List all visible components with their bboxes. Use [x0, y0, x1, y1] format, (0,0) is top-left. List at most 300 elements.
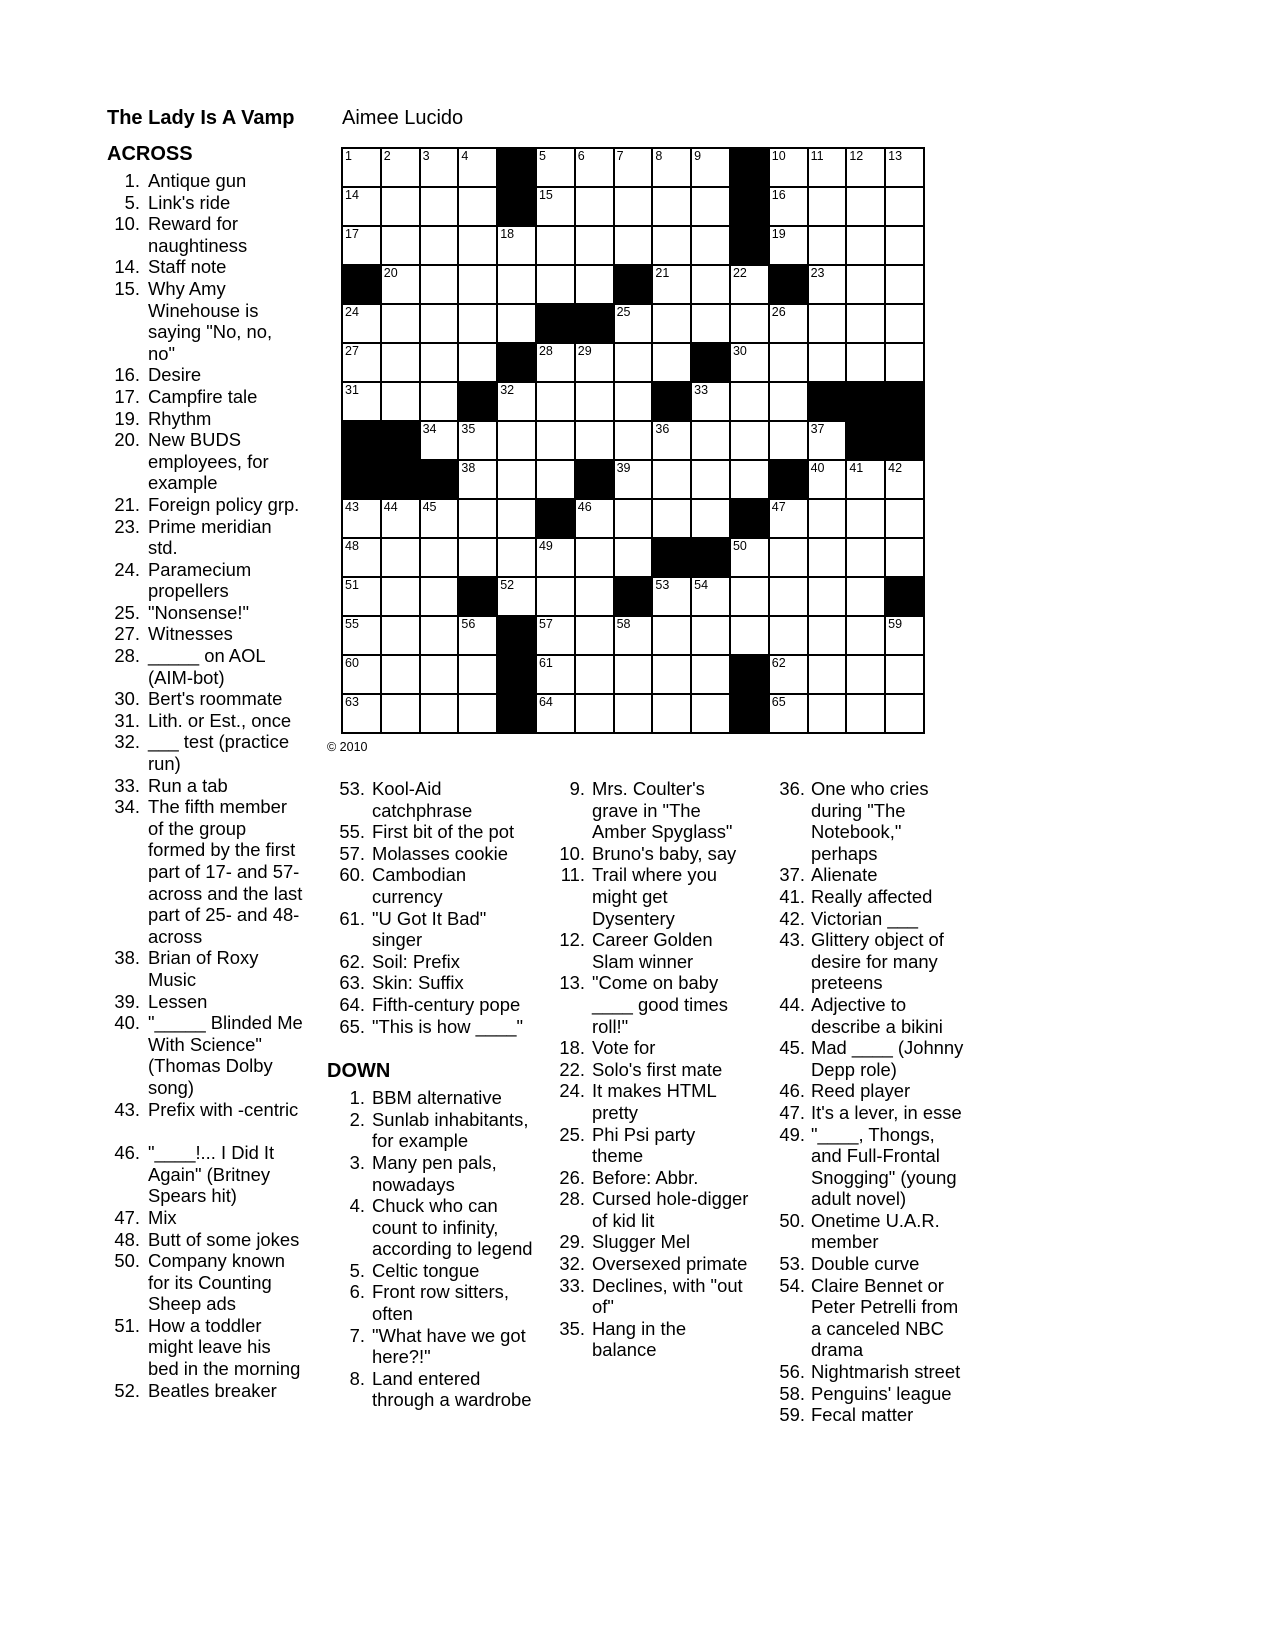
cell-number: 33	[694, 383, 709, 397]
clue-item	[770, 778, 968, 864]
grid-cell[interactable]	[382, 617, 419, 654]
grid-cell[interactable]	[343, 578, 380, 615]
grid-cell[interactable]	[421, 617, 458, 654]
grid-cell[interactable]	[770, 656, 807, 693]
grid-cell[interactable]	[809, 266, 846, 303]
grid-cell[interactable]	[809, 617, 846, 654]
grid-cell[interactable]	[847, 149, 884, 186]
clue-item	[555, 1167, 750, 1189]
grid-cell[interactable]	[809, 227, 846, 264]
grid-cell-black	[421, 461, 458, 498]
grid-cell[interactable]	[537, 422, 574, 459]
clue-number: 11.	[560, 864, 585, 886]
grid-cell[interactable]	[770, 578, 807, 615]
grid-cell[interactable]	[653, 461, 690, 498]
grid-cell[interactable]	[459, 695, 496, 732]
grid-cell[interactable]	[421, 266, 458, 303]
clue-number: 27.	[114, 623, 140, 645]
clue-item	[107, 775, 304, 797]
clue-number: 65.	[339, 1015, 365, 1037]
grid-cell[interactable]	[382, 227, 419, 264]
grid-cell[interactable]	[886, 461, 923, 498]
grid-cell[interactable]	[421, 500, 458, 537]
clue-number: 6.	[349, 1281, 365, 1303]
cell-number: 64	[538, 695, 553, 709]
grid-cell[interactable]	[537, 461, 574, 498]
grid-cell[interactable]	[498, 227, 535, 264]
clue-text: Claire Bennet or Peter Petrelli from a canceled NBC drama	[811, 1274, 959, 1361]
clue-number: 33.	[114, 774, 140, 796]
clue-number: 32.	[559, 1253, 585, 1275]
clue-number: 62.	[339, 950, 365, 972]
clue-item	[555, 929, 750, 972]
grid-cell-black	[692, 539, 729, 576]
grid-cell[interactable]	[537, 656, 574, 693]
grid-cell[interactable]	[615, 188, 652, 225]
grid-cell[interactable]	[576, 266, 613, 303]
grid-cell-black	[886, 383, 923, 420]
clue-text: Phi Psi party theme	[592, 1123, 696, 1167]
grid-cell[interactable]	[886, 617, 923, 654]
grid-cell[interactable]	[498, 383, 535, 420]
grid-cell[interactable]	[809, 305, 846, 342]
grid-cell[interactable]	[498, 305, 535, 342]
cell-number: 40	[810, 461, 825, 475]
grid-cell-black	[498, 344, 535, 381]
clue-item	[555, 1124, 750, 1167]
clue-number: 57.	[339, 842, 365, 864]
grid-cell[interactable]	[459, 422, 496, 459]
grid-cell[interactable]	[576, 422, 613, 459]
grid-cell[interactable]	[770, 149, 807, 186]
grid-cell[interactable]	[886, 305, 923, 342]
clue-number: 61.	[339, 907, 365, 929]
clue-text: BBM alternative	[372, 1087, 502, 1109]
grid-cell[interactable]	[343, 383, 380, 420]
clue-item	[327, 994, 537, 1016]
grid-cell[interactable]	[692, 578, 729, 615]
grid-cell[interactable]	[498, 266, 535, 303]
clue-number: 23.	[114, 515, 140, 537]
grid-cell[interactable]	[731, 539, 768, 576]
grid-cell[interactable]	[537, 617, 574, 654]
clue-item	[770, 908, 968, 930]
grid-cell[interactable]	[537, 188, 574, 225]
grid-cell[interactable]	[537, 227, 574, 264]
clue-item	[770, 1361, 968, 1383]
grid-cell[interactable]	[692, 305, 729, 342]
grid-cell[interactable]	[615, 461, 652, 498]
grid-cell[interactable]	[653, 149, 690, 186]
grid-cell[interactable]	[421, 149, 458, 186]
grid-cell[interactable]	[576, 344, 613, 381]
clue-text: "What have we got here?!"	[372, 1324, 526, 1368]
grid-cell[interactable]	[809, 149, 846, 186]
clue-number: 30.	[114, 688, 140, 710]
grid-cell[interactable]	[421, 422, 458, 459]
grid-cell[interactable]	[498, 461, 535, 498]
clue-text: Victorian ___	[811, 907, 919, 929]
clue-item	[327, 778, 537, 821]
grid-cell[interactable]	[498, 539, 535, 576]
grid-cell[interactable]	[692, 149, 729, 186]
grid-cell[interactable]	[653, 578, 690, 615]
grid-cell[interactable]	[615, 695, 652, 732]
grid-cell[interactable]	[731, 617, 768, 654]
grid-cell[interactable]	[653, 344, 690, 381]
grid-cell[interactable]	[615, 617, 652, 654]
cell-number: 37	[810, 422, 825, 436]
grid-cell[interactable]	[421, 305, 458, 342]
clue-number: 18.	[559, 1037, 585, 1059]
grid-cell[interactable]	[731, 266, 768, 303]
grid-cell[interactable]	[459, 656, 496, 693]
grid-cell[interactable]	[459, 188, 496, 225]
clue-column-3	[555, 778, 750, 1361]
grid-cell[interactable]	[537, 266, 574, 303]
grid-cell[interactable]	[576, 539, 613, 576]
grid-cell-black	[343, 266, 380, 303]
grid-cell[interactable]	[343, 305, 380, 342]
grid-cell[interactable]	[886, 266, 923, 303]
clue-item	[770, 1275, 968, 1361]
grid-cell[interactable]	[770, 422, 807, 459]
grid-cell[interactable]	[537, 539, 574, 576]
grid-cell[interactable]	[653, 617, 690, 654]
clue-item	[327, 1281, 537, 1324]
grid-cell[interactable]	[576, 383, 613, 420]
clue-number: 47.	[779, 1101, 805, 1123]
grid-cell[interactable]	[459, 305, 496, 342]
grid-cell[interactable]	[847, 188, 884, 225]
grid-cell[interactable]	[653, 305, 690, 342]
grid-cell[interactable]	[537, 149, 574, 186]
grid-cell[interactable]	[343, 227, 380, 264]
clue-number: 12.	[559, 929, 585, 951]
grid-cell[interactable]	[692, 617, 729, 654]
grid-cell[interactable]	[576, 695, 613, 732]
puzzle-title: The Lady Is A Vamp	[107, 107, 295, 129]
crossword-grid	[341, 147, 925, 734]
clue-text: Bert's roommate	[148, 688, 283, 710]
grid-cell[interactable]	[615, 227, 652, 264]
grid-cell[interactable]	[382, 188, 419, 225]
grid-cell[interactable]	[770, 305, 807, 342]
grid-cell[interactable]	[731, 422, 768, 459]
grid-cell[interactable]	[770, 188, 807, 225]
grid-cell[interactable]	[886, 227, 923, 264]
grid-cell[interactable]	[847, 617, 884, 654]
grid-cell[interactable]	[886, 656, 923, 693]
grid-cell-black	[809, 383, 846, 420]
grid-cell[interactable]	[382, 305, 419, 342]
grid-cell[interactable]	[343, 344, 380, 381]
grid-cell[interactable]	[459, 500, 496, 537]
grid-cell[interactable]	[615, 539, 652, 576]
grid-cell[interactable]	[615, 344, 652, 381]
cell-number: 62	[771, 656, 786, 670]
grid-cell[interactable]	[692, 227, 729, 264]
grid-cell[interactable]	[382, 695, 419, 732]
grid-cell[interactable]	[537, 695, 574, 732]
grid-cell[interactable]	[343, 656, 380, 693]
grid-cell[interactable]	[809, 539, 846, 576]
grid-cell[interactable]	[498, 578, 535, 615]
grid-cell[interactable]	[770, 227, 807, 264]
grid-cell[interactable]	[653, 500, 690, 537]
clue-text: _____ on AOL (AIM-bot)	[148, 645, 265, 688]
clue-text: "____, Thongs, and Full-Frontal Snogging" (young adult novel)	[811, 1123, 957, 1210]
clue-text: Chuck who can count to infinity, according to legend	[372, 1195, 533, 1260]
clue-column-4	[770, 778, 968, 1426]
clue-text: The fifth member of the group formed by the first part of 17- and 57-across and the last part of 25- and 48-across	[148, 796, 303, 947]
grid-cell[interactable]	[731, 305, 768, 342]
clue-text: Prefix with -centric	[148, 1098, 299, 1120]
grid-cell[interactable]	[459, 227, 496, 264]
grid-cell[interactable]	[847, 656, 884, 693]
cell-number: 44	[383, 500, 398, 514]
clue-text: Lessen	[148, 990, 208, 1012]
grid-cell[interactable]	[809, 422, 846, 459]
grid-cell[interactable]	[847, 227, 884, 264]
grid-cell[interactable]	[576, 188, 613, 225]
grid-cell[interactable]	[731, 578, 768, 615]
clue-number: 25.	[559, 1123, 585, 1145]
grid-cell-black	[770, 266, 807, 303]
clue-item	[107, 623, 304, 645]
clue-number: 59.	[779, 1404, 805, 1426]
grid-cell[interactable]	[847, 500, 884, 537]
grid-cell[interactable]	[886, 344, 923, 381]
cell-number: 25	[616, 305, 631, 319]
grid-cell[interactable]	[576, 617, 613, 654]
cell-number: 43	[345, 500, 359, 514]
clue-item	[770, 994, 968, 1037]
grid-cell[interactable]	[615, 656, 652, 693]
grid-cell[interactable]	[382, 383, 419, 420]
clue-number: 40.	[114, 1012, 140, 1034]
grid-cell[interactable]	[498, 422, 535, 459]
grid-cell[interactable]	[692, 383, 729, 420]
grid-cell[interactable]	[809, 461, 846, 498]
grid-cell[interactable]	[576, 500, 613, 537]
grid-cell[interactable]	[382, 266, 419, 303]
grid-cell-black	[692, 344, 729, 381]
grid-cell[interactable]	[343, 188, 380, 225]
grid-cell[interactable]	[382, 149, 419, 186]
grid-cell[interactable]	[343, 617, 380, 654]
cell-number: 20	[383, 266, 398, 280]
cell-number: 53	[655, 578, 670, 592]
grid-cell[interactable]	[615, 422, 652, 459]
grid-cell[interactable]	[343, 500, 380, 537]
grid-cell[interactable]	[770, 617, 807, 654]
grid-cell[interactable]	[421, 344, 458, 381]
grid-cell[interactable]	[382, 578, 419, 615]
grid-cell[interactable]	[770, 500, 807, 537]
cell-number: 6	[577, 149, 585, 163]
grid-cell[interactable]	[421, 539, 458, 576]
clue-item	[107, 710, 304, 732]
grid-cell-black	[731, 149, 768, 186]
clue-number: 53.	[339, 778, 365, 799]
grid-cell[interactable]	[343, 539, 380, 576]
grid-cell[interactable]	[770, 695, 807, 732]
grid-cell[interactable]	[770, 344, 807, 381]
grid-cell[interactable]	[886, 695, 923, 732]
grid-cell-black	[459, 383, 496, 420]
grid-cell[interactable]	[809, 188, 846, 225]
grid-cell[interactable]	[498, 500, 535, 537]
clue-item	[107, 947, 304, 990]
cell-number: 5	[538, 149, 546, 163]
grid-cell[interactable]	[847, 695, 884, 732]
grid-cell[interactable]	[421, 227, 458, 264]
grid-cell[interactable]	[615, 149, 652, 186]
cell-number: 28	[538, 344, 553, 358]
clue-item	[770, 1383, 968, 1405]
grid-cell[interactable]	[653, 695, 690, 732]
grid-cell[interactable]	[692, 422, 729, 459]
clue-number: 7.	[349, 1324, 365, 1346]
clue-item	[107, 1250, 304, 1315]
cell-number: 39	[616, 461, 631, 475]
grid-cell[interactable]	[692, 656, 729, 693]
grid-cell[interactable]	[731, 383, 768, 420]
grid-cell[interactable]	[847, 578, 884, 615]
grid-cell[interactable]	[886, 500, 923, 537]
grid-cell[interactable]	[421, 656, 458, 693]
grid-cell[interactable]	[847, 461, 884, 498]
clue-number: 28.	[114, 645, 140, 667]
grid-cell[interactable]	[770, 383, 807, 420]
clue-number: 10.	[559, 842, 585, 864]
grid-cell[interactable]	[421, 383, 458, 420]
grid-cell[interactable]	[576, 149, 613, 186]
grid-cell[interactable]	[886, 149, 923, 186]
cell-number: 58	[616, 617, 631, 631]
grid-cell[interactable]	[537, 578, 574, 615]
clue-number: 21.	[114, 493, 140, 515]
clue-text: Lith. or Est., once	[148, 709, 292, 731]
clue-item	[770, 1080, 968, 1102]
grid-cell[interactable]	[653, 656, 690, 693]
grid-cell[interactable]	[692, 461, 729, 498]
grid-cell[interactable]	[421, 695, 458, 732]
clue-item	[327, 1325, 537, 1368]
grid-cell[interactable]	[770, 539, 807, 576]
grid-cell[interactable]	[382, 656, 419, 693]
clue-text: Brian of Roxy Music	[148, 947, 259, 990]
grid-cell[interactable]	[537, 344, 574, 381]
clue-number: 26.	[559, 1166, 585, 1188]
grid-cell[interactable]	[809, 695, 846, 732]
grid-cell[interactable]	[576, 227, 613, 264]
cell-number: 36	[655, 422, 670, 436]
cell-number: 49	[538, 539, 553, 553]
clue-text: Staff note	[148, 256, 227, 278]
grid-cell[interactable]	[692, 188, 729, 225]
grid-cell[interactable]	[809, 578, 846, 615]
grid-cell[interactable]	[731, 461, 768, 498]
clue-item	[327, 1195, 537, 1260]
grid-cell[interactable]	[459, 149, 496, 186]
grid-cell[interactable]	[847, 305, 884, 342]
grid-cell[interactable]	[615, 500, 652, 537]
grid-cell[interactable]	[731, 344, 768, 381]
clue-number: 39.	[114, 990, 140, 1012]
clue-text: Cursed hole-digger of kid lit	[592, 1188, 749, 1231]
grid-cell[interactable]	[653, 188, 690, 225]
grid-cell[interactable]	[459, 266, 496, 303]
grid-cell[interactable]	[343, 149, 380, 186]
grid-cell[interactable]	[576, 656, 613, 693]
grid-cell[interactable]	[847, 539, 884, 576]
clue-text: Penguins' league	[811, 1382, 952, 1404]
clue-text: Onetime U.A.R. member	[811, 1209, 940, 1253]
clue-item	[107, 516, 304, 559]
clue-text: Adjective to describe a bikini	[811, 993, 943, 1037]
grid-cell[interactable]	[847, 344, 884, 381]
grid-cell[interactable]	[459, 617, 496, 654]
grid-cell-black	[343, 422, 380, 459]
grid-cell[interactable]	[809, 500, 846, 537]
clue-item	[107, 688, 304, 710]
clue-text: It makes HTML pretty	[592, 1080, 716, 1123]
grid-cell[interactable]	[382, 500, 419, 537]
grid-cell[interactable]	[382, 344, 419, 381]
grid-cell[interactable]	[382, 539, 419, 576]
grid-cell[interactable]	[537, 383, 574, 420]
cell-number: 34	[422, 422, 437, 436]
clue-number: 20.	[114, 429, 140, 451]
grid-cell[interactable]	[615, 305, 652, 342]
grid-cell[interactable]	[692, 695, 729, 732]
grid-cell[interactable]	[459, 539, 496, 576]
grid-cell[interactable]	[886, 539, 923, 576]
grid-cell[interactable]	[343, 695, 380, 732]
grid-cell[interactable]	[653, 266, 690, 303]
grid-cell[interactable]	[421, 188, 458, 225]
grid-cell[interactable]	[886, 188, 923, 225]
clue-item	[770, 1037, 968, 1080]
clue-text: Soil: Prefix	[372, 950, 460, 972]
clue-item	[327, 1368, 537, 1411]
clue-item	[107, 1012, 304, 1098]
grid-cell[interactable]	[421, 578, 458, 615]
clue-number: 35.	[559, 1317, 585, 1339]
grid-cell[interactable]	[692, 266, 729, 303]
clue-text: "Come on baby ____ good times roll!"	[592, 972, 728, 1037]
grid-cell[interactable]	[692, 500, 729, 537]
clue-item	[327, 951, 537, 973]
grid-cell[interactable]	[459, 461, 496, 498]
grid-cell[interactable]	[847, 266, 884, 303]
clue-number: 42.	[779, 907, 805, 929]
clue-number: 24.	[114, 558, 140, 580]
grid-cell[interactable]	[809, 656, 846, 693]
grid-cell[interactable]	[653, 227, 690, 264]
clue-item	[107, 408, 304, 430]
grid-cell[interactable]	[576, 578, 613, 615]
grid-cell[interactable]	[809, 344, 846, 381]
clue-text: Sunlab inhabitants, for example	[372, 1108, 529, 1152]
grid-cell[interactable]	[653, 422, 690, 459]
grid-cell[interactable]	[615, 383, 652, 420]
clue-number: 51.	[114, 1314, 140, 1336]
grid-cell[interactable]	[459, 344, 496, 381]
clue-item	[555, 864, 750, 929]
